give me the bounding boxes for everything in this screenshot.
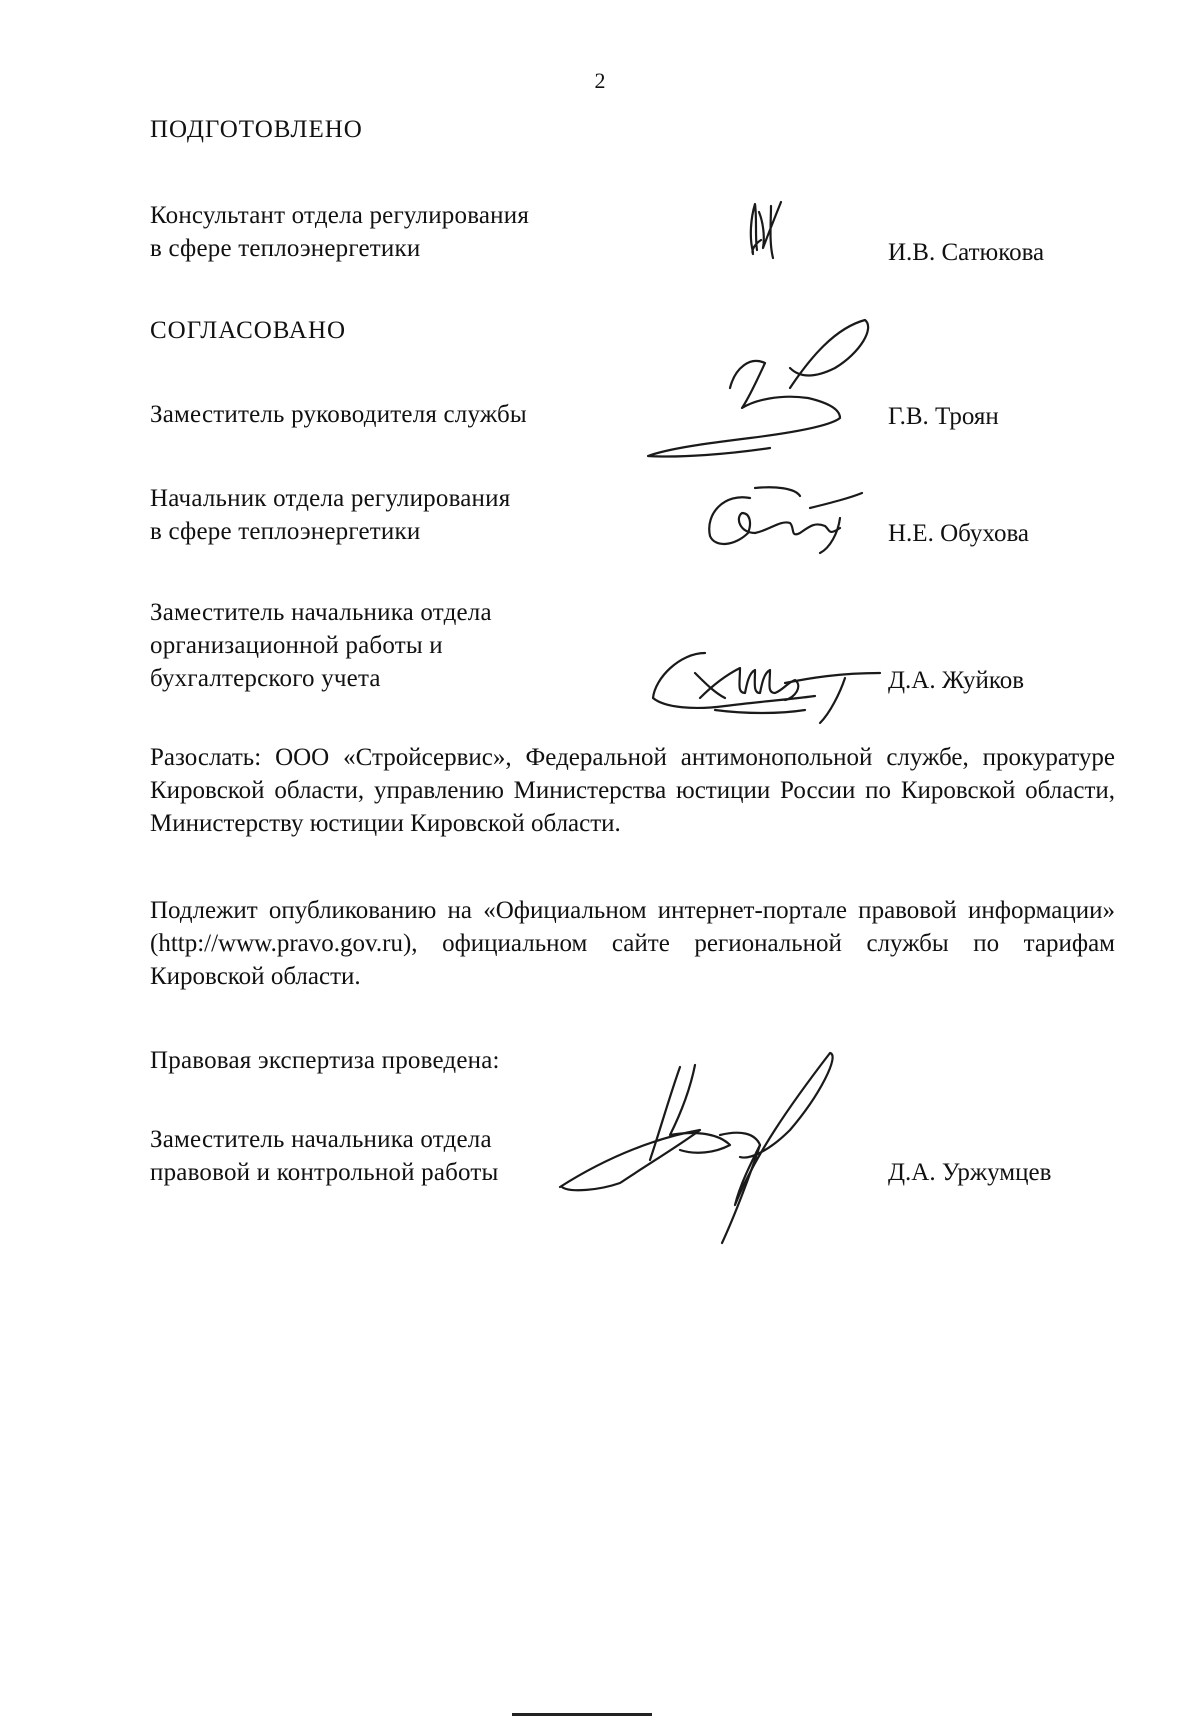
legal-review-position-line-1: Заместитель начальника отдела: [150, 1126, 492, 1153]
agreed-signer-2-name: Н.Е. Обухова: [888, 520, 1030, 547]
signature-obukhova: [690, 478, 870, 558]
signature-zhuykov: [645, 638, 895, 728]
signature-satyukova: [735, 192, 795, 272]
legal-review-name: Д.А. Уржумцев: [888, 1159, 1052, 1186]
agreed-signer-3-position-line-1: Заместитель начальника отдела: [150, 599, 492, 626]
prepared-position-line-1: Консультант отдела регулирования: [150, 202, 530, 229]
agreed-signer-2-position-line-1: Начальник отдела регулирования: [150, 485, 511, 512]
agreed-signer-1-position: Заместитель руководителя службы: [150, 401, 527, 428]
signature-troyan: [640, 308, 880, 468]
signature-urzhumtsev: [550, 1045, 860, 1245]
bottom-divider-line: [512, 1713, 652, 1716]
agreed-signer-2-position-line-2: в сфере теплоэнергетики: [150, 518, 421, 545]
publication-paragraph: Подлежит опубликованию на «Официальном интернет-портале правовой информации» (http://www.pravo.gov.ru), официальном сайте региональной службы по тарифам Кировской области.: [150, 897, 1115, 990]
prepared-heading: ПОДГОТОВЛЕНО: [150, 116, 363, 143]
distribution-paragraph: Разослать: ООО «Стройсервис», Федеральной антимонопольной службе, прокуратуре Кировской области, управлению Министерства юстиции России по Кировской области, Министерству юстиции Кировской области.: [150, 744, 1115, 837]
page-number: 2: [594, 68, 606, 93]
agreed-signer-3-position-line-3: бухгалтерского учета: [150, 665, 381, 692]
legal-review-position-line-2: правовой и контрольной работы: [150, 1159, 499, 1186]
agreed-signer-1-name: Г.В. Троян: [888, 403, 999, 430]
agreed-signer-3-position-line-2: организационной работы и: [150, 632, 443, 659]
agreed-heading: СОГЛАСОВАНО: [150, 317, 347, 344]
prepared-name: И.В. Сатюкова: [888, 239, 1045, 266]
legal-review-heading: Правовая экспертиза проведена:: [150, 1047, 500, 1074]
prepared-position-line-2: в сфере теплоэнергетики: [150, 235, 421, 262]
agreed-signer-3-name: Д.А. Жуйков: [888, 667, 1025, 694]
